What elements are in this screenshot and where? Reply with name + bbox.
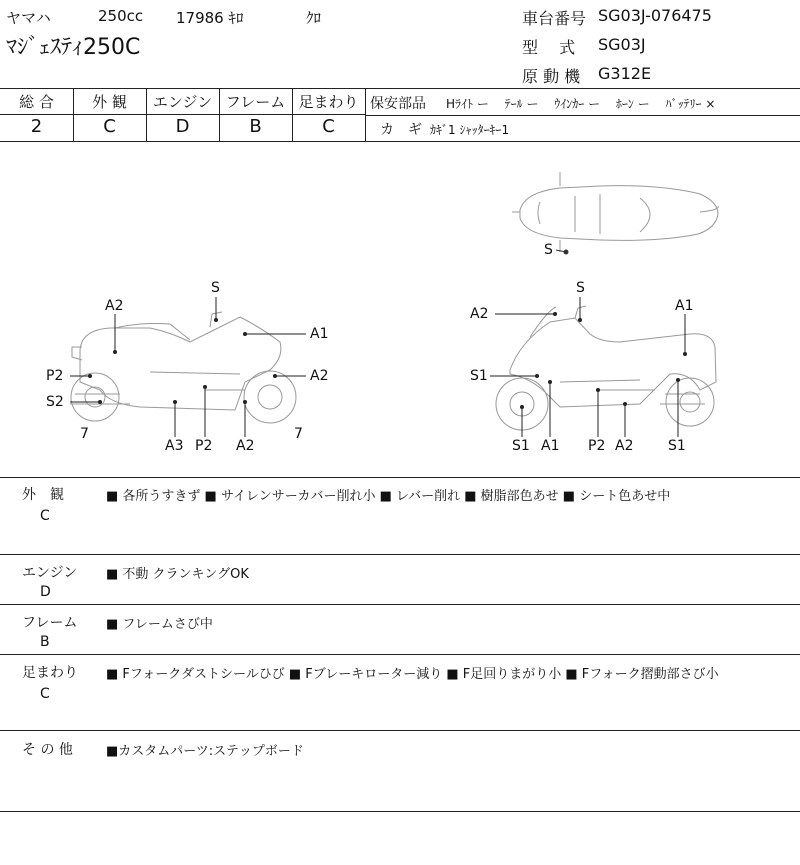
- label-s-top: S: [544, 242, 553, 258]
- scooter-right-view-icon: [496, 306, 716, 430]
- label-a2: A2: [470, 306, 489, 322]
- detail-label-exterior: 外 観: [22, 487, 64, 503]
- detail-text-engine: ■ 不動 クランキングOK: [106, 567, 249, 582]
- label-s: S: [576, 280, 585, 296]
- divider: [0, 88, 800, 89]
- safety-label: 保安部品: [370, 96, 426, 112]
- grade-header-frame: フレーム: [225, 93, 286, 111]
- grade-value-exterior: C: [103, 116, 116, 137]
- detail-label-other: そ の 他: [22, 742, 73, 758]
- divider: [365, 115, 800, 116]
- detail-text-exterior: ■ 各所うすきず ■ サイレンサーカバー削れ小 ■ レバー削れ ■ 樹脂部色あせ ■ シート色あせ中: [106, 489, 671, 504]
- label-s: S: [211, 280, 220, 296]
- label-s1: S1: [470, 368, 488, 384]
- detail-label-engine: エンジン: [22, 565, 78, 581]
- divider: [0, 654, 800, 655]
- detail-text-suspension: ■ Fフォークダストシールひび ■ Fブレーキローター減り ■ F足回りまがり小 ■ Fフォーク摺動部さび小: [106, 667, 719, 682]
- detail-label-frame: フレーム: [22, 615, 78, 631]
- label-s1: S1: [512, 438, 530, 454]
- divider: [0, 730, 800, 731]
- key-label: カ ギ: [380, 122, 422, 138]
- label-7: 7: [80, 426, 89, 442]
- engine-value: G312E: [598, 64, 652, 83]
- label-a2: A2: [105, 298, 124, 314]
- maker: ヤマハ: [6, 9, 51, 27]
- label-a2: A2: [310, 368, 329, 384]
- detail-text-other: ■カスタムパーツ:ステップボード: [106, 744, 304, 759]
- divider: [0, 114, 365, 115]
- grade-value-frame: B: [249, 116, 262, 137]
- chassis-value: SG03J-076475: [598, 6, 712, 25]
- type-value: SG03J: [598, 35, 646, 54]
- label-a1: A1: [541, 438, 560, 454]
- label-a1: A1: [675, 298, 694, 314]
- scooter-left-view-icon: [70, 312, 296, 423]
- detail-text-frame: ■ フレームさび中: [106, 617, 213, 632]
- chassis-label: 車台番号: [522, 9, 587, 28]
- safety-items: Hﾗｲﾄ ー ﾃｰﾙ ー ｳｲﾝｶｰ ー ﾎｰﾝ ー ﾊﾞｯﾃﾘｰ ×: [446, 97, 716, 111]
- label-p2: P2: [588, 438, 606, 454]
- grade-header-engine: エンジン: [152, 93, 213, 111]
- label-s2: S2: [46, 394, 64, 410]
- label-a2: A2: [615, 438, 634, 454]
- mileage: 17986 ｷﾛ: [176, 9, 244, 27]
- grade-value-suspension: C: [322, 116, 335, 137]
- grade-header-overall: 総 合: [19, 93, 54, 111]
- label-p2: P2: [46, 368, 64, 384]
- type-label: 型 式: [522, 38, 576, 57]
- divider: [0, 811, 800, 812]
- detail-grade-frame: B: [40, 634, 50, 650]
- divider: [0, 477, 800, 478]
- grade-header-exterior: 外 観: [92, 93, 127, 111]
- detail-grade-exterior: C: [40, 508, 50, 524]
- label-s1: S1: [668, 438, 686, 454]
- label-a1: A1: [310, 326, 329, 342]
- divider: [0, 604, 800, 605]
- color: ｸﾛ: [306, 9, 322, 27]
- key-value: ｶｷﾞ1 ｼｬｯﾀｰｷｰ1: [430, 123, 510, 137]
- detail-grade-suspension: C: [40, 686, 50, 702]
- label-p2: P2: [195, 438, 213, 454]
- displacement: 250cc: [98, 7, 144, 25]
- label-7: 7: [294, 426, 303, 442]
- scooter-top-view-icon: [512, 172, 718, 254]
- detail-grade-engine: D: [40, 584, 51, 600]
- divider: [365, 88, 366, 141]
- label-a3: A3: [165, 438, 184, 454]
- detail-label-suspension: 足まわり: [22, 665, 78, 681]
- grade-value-engine: D: [175, 116, 190, 137]
- divider: [0, 554, 800, 555]
- grade-header-suspension: 足まわり: [298, 93, 359, 111]
- grade-value-overall: 2: [30, 116, 43, 137]
- engine-label: 原 動 機: [522, 67, 581, 86]
- label-a2: A2: [236, 438, 255, 454]
- model-name: ﾏｼﾞｪｽﾃｨ250C: [6, 35, 141, 60]
